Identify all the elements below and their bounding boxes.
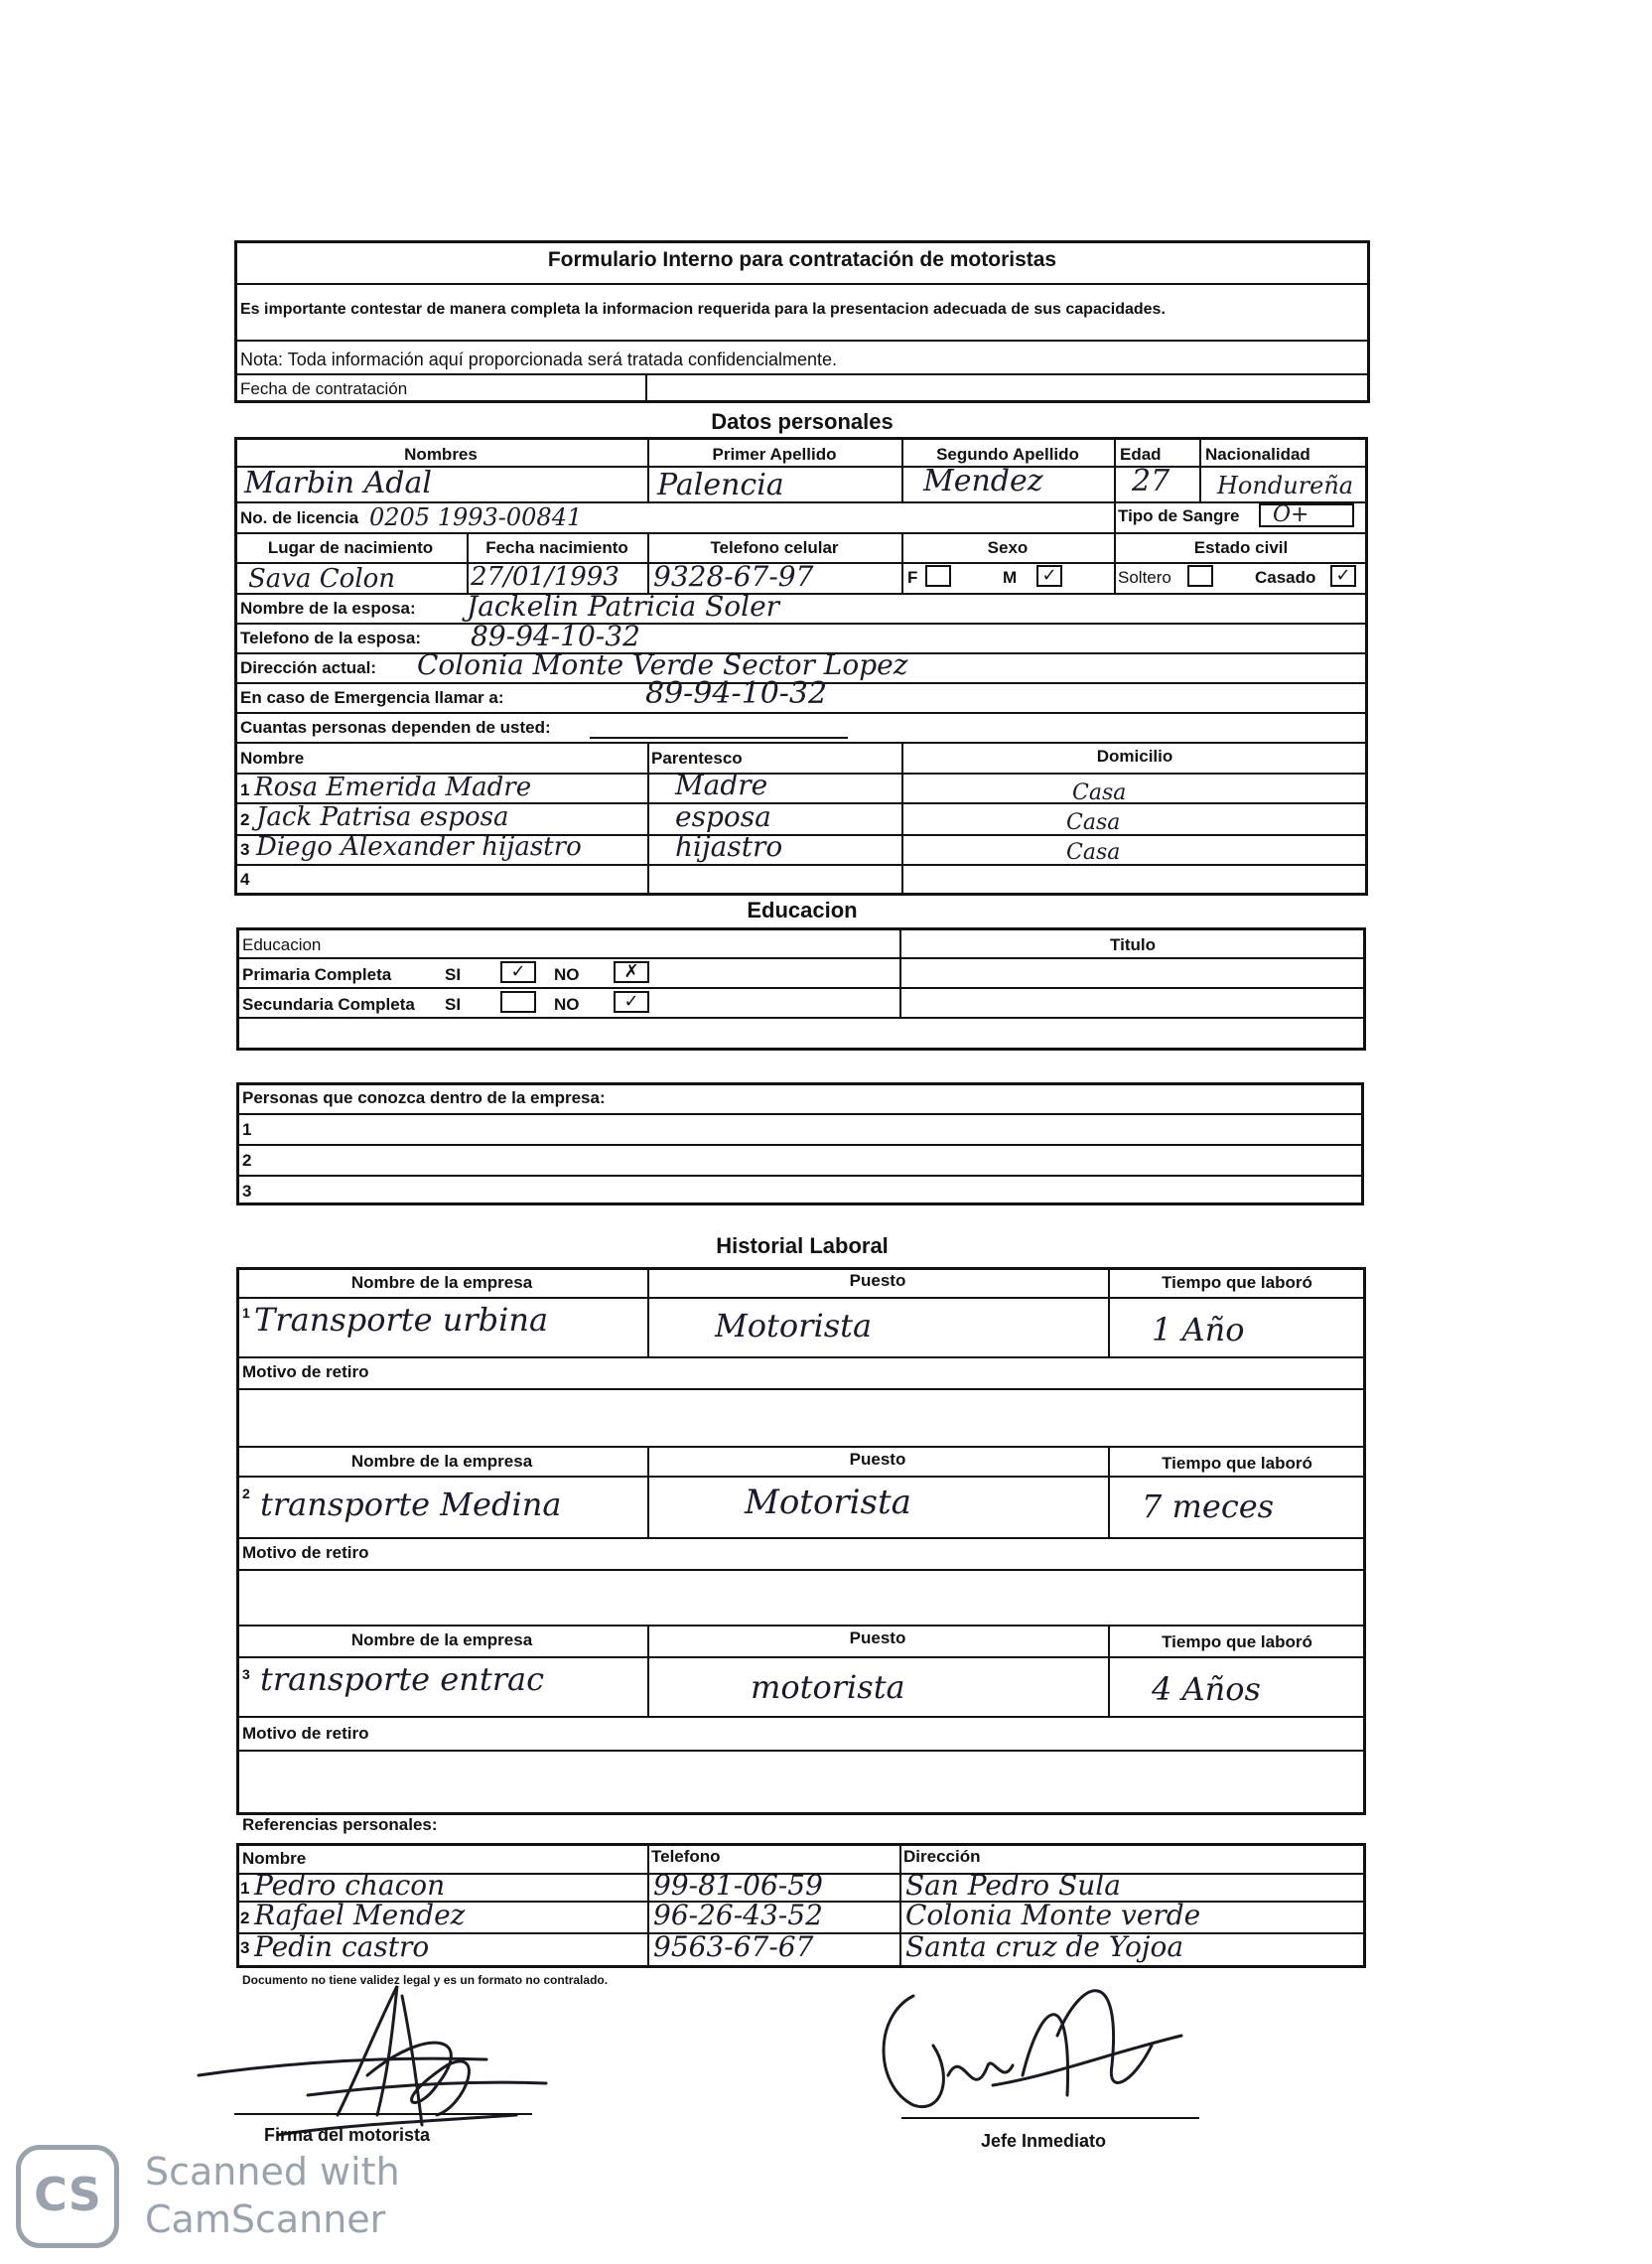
contact-row-num: 2: [242, 1151, 252, 1170]
education-titulo-header: Titulo: [1110, 935, 1156, 954]
work-tiempo: 4 Años: [1152, 1670, 1261, 1708]
ref-nombre: Rafael Mendez: [254, 1899, 466, 1931]
work-tiempo: 1 Año: [1152, 1311, 1245, 1348]
dependent-num: 4: [240, 870, 250, 889]
dependent-num: 3: [240, 840, 250, 859]
motorista-signature: [189, 1966, 635, 2145]
work-empresa-header: Nombre de la empresa: [350, 1273, 533, 1292]
label-sexo-m: M: [1003, 568, 1018, 587]
label-tipo-sangre: Tipo de Sangre: [1118, 506, 1240, 525]
casado-checkbox[interactable]: ✓: [1330, 565, 1356, 587]
ref-header-nombre: Nombre: [242, 1849, 307, 1868]
primaria-label: Primaria Completa: [242, 965, 392, 984]
value-tel-esposa: 89-94-10-32: [471, 620, 640, 652]
work-empresa-header: Nombre de la empresa: [350, 1452, 533, 1471]
primaria-si-label: SI: [445, 965, 462, 984]
work-tiempo-header: Tiempo que laboró: [1162, 1273, 1312, 1292]
label-direccion: Dirección actual:: [240, 658, 376, 677]
secundaria-si-checkbox[interactable]: [500, 991, 536, 1013]
sexo-f-checkbox[interactable]: [925, 565, 951, 587]
value-segundo-apellido: Mendez: [923, 464, 1043, 498]
dependent-num: 2: [240, 810, 250, 829]
work-tiempo-header: Tiempo que laboró: [1162, 1454, 1312, 1473]
value-lugar-nacimiento: Sava Colon: [248, 564, 396, 594]
label-nacionalidad: Nacionalidad: [1205, 445, 1310, 464]
label-emergencia: En caso de Emergencia llamar a:: [240, 688, 504, 707]
work-motivo-label: Motivo de retiro: [242, 1543, 369, 1562]
primaria-no-label: NO: [554, 965, 580, 984]
dependent-domicilio: Casa: [1072, 780, 1127, 805]
value-emergencia: 89-94-10-32: [645, 676, 828, 711]
disclaimer: Documento no tiene validez legal y es un formato no contralado.: [242, 1973, 609, 1987]
education-header: Educacion: [242, 935, 322, 954]
value-edad: 27: [1132, 464, 1170, 498]
work-section-title: Historial Laboral: [716, 1233, 889, 1258]
label-sexo: Sexo: [987, 538, 1029, 557]
work-num: 3: [242, 1666, 250, 1682]
secundaria-si-label: SI: [445, 995, 462, 1014]
education-section-title: Educacion: [747, 898, 858, 922]
value-tipo-sangre: O+: [1273, 502, 1309, 527]
label-casado: Casado: [1255, 568, 1316, 587]
dependent-nombre: Jack Patrisa esposa: [256, 802, 509, 832]
work-empresa: Transporte urbina: [254, 1301, 549, 1339]
ref-num: 2: [240, 1909, 250, 1927]
form-title: Formulario Interno para contratación de motoristas: [547, 248, 1057, 271]
personal-section-title: Datos personales: [711, 409, 894, 434]
value-primer-apellido: Palencia: [657, 468, 784, 502]
jefe-signature-label: Jefe Inmediato: [981, 2131, 1107, 2151]
label-dependientes: Cuantas personas dependen de usted:: [240, 718, 551, 737]
work-num: 2: [242, 1486, 250, 1501]
work-puesto: Motorista: [715, 1307, 873, 1344]
label-lugar-nacimiento: Lugar de nacimiento: [267, 538, 434, 557]
ref-telefono: 9563-67-67: [653, 1930, 814, 1963]
label-telefono: Telefono celular: [710, 538, 839, 557]
label-licencia: No. de licencia: [240, 508, 359, 527]
dependent-domicilio: Casa: [1066, 840, 1121, 865]
camscanner-line1: Scanned with: [145, 2150, 400, 2193]
work-puesto-header: Puesto: [849, 1628, 906, 1647]
value-fecha-nacimiento: 27/01/1993: [471, 562, 620, 592]
work-num: 1: [242, 1305, 250, 1321]
label-sexo-f: F: [907, 568, 918, 587]
camscanner-line2: CamScanner: [145, 2197, 386, 2241]
work-tiempo: 7 meces: [1142, 1487, 1275, 1525]
ref-telefono: 99-81-06-59: [653, 1869, 823, 1902]
dependent-domicilio: Casa: [1066, 810, 1121, 835]
motorista-signature-label: Firma del motorista: [264, 2125, 431, 2145]
label-segundo-apellido: Segundo Apellido: [936, 445, 1079, 464]
work-empresa: transporte entrac: [260, 1660, 544, 1698]
work-empresa: transporte Medina: [260, 1486, 562, 1523]
secundaria-no-label: NO: [554, 995, 580, 1014]
dependents-header-nombre: Nombre: [240, 749, 305, 768]
camscanner-logo-text: CS: [34, 2168, 101, 2221]
ref-direccion: San Pedro Sula: [905, 1869, 1121, 1902]
ref-num: 1: [240, 1879, 250, 1898]
label-nombres: Nombres: [404, 445, 478, 464]
value-direccion: Colonia Monte Verde Sector Lopez: [417, 648, 908, 681]
contacts-label: Personas que conozca dentro de la empresa:: [242, 1088, 606, 1107]
label-primer-apellido: Primer Apellido: [712, 445, 837, 464]
label-edad: Edad: [1120, 445, 1162, 464]
work-puesto: motorista: [751, 1668, 905, 1706]
motorista-signature-line: [234, 2113, 532, 2115]
label-soltero: Soltero: [1118, 568, 1171, 587]
value-licencia: 0205 1993-00841: [369, 503, 583, 531]
work-tiempo-header: Tiempo que laboró: [1162, 1632, 1312, 1651]
dependientes-underline: [590, 737, 848, 739]
dependent-num: 1: [240, 780, 250, 799]
work-puesto-header: Puesto: [849, 1450, 906, 1469]
contact-row-num: 1: [242, 1120, 252, 1139]
ref-header-telefono: Telefono: [651, 1847, 721, 1866]
soltero-checkbox[interactable]: [1187, 565, 1213, 587]
dependents-header-domicilio: Domicilio: [1096, 747, 1173, 766]
ref-direccion: Santa cruz de Yojoa: [905, 1930, 1184, 1963]
label-esposa: Nombre de la esposa:: [240, 599, 416, 618]
dependent-nombre: Rosa Emerida Madre: [254, 773, 532, 802]
ref-header-direccion: Dirección: [903, 1847, 981, 1866]
value-esposa: Jackelin Patricia Soler: [467, 590, 780, 623]
value-nacionalidad: Hondureña: [1217, 472, 1354, 499]
primaria-si-checkbox[interactable]: ✓: [500, 961, 536, 983]
dependent-parentesco: Madre: [675, 769, 768, 801]
primaria-no-checkbox[interactable]: ✗: [614, 961, 649, 983]
dependent-nombre: Diego Alexander hijastro: [256, 832, 582, 862]
value-telefono: 9328-67-97: [653, 560, 814, 593]
ref-num: 3: [240, 1938, 250, 1957]
jefe-signature-line: [901, 2117, 1199, 2119]
references-label: Referencias personales:: [242, 1815, 438, 1834]
ref-nombre: Pedin castro: [254, 1930, 430, 1963]
ref-telefono: 96-26-43-52: [653, 1899, 823, 1931]
work-empresa-header: Nombre de la empresa: [350, 1630, 533, 1649]
secundaria-no-checkbox[interactable]: ✓: [614, 991, 649, 1013]
work-puesto-header: Puesto: [849, 1271, 906, 1290]
dependent-parentesco: hijastro: [675, 830, 783, 863]
work-puesto: Motorista: [745, 1483, 911, 1522]
label-fecha-nacimiento: Fecha nacimiento: [485, 538, 628, 557]
dependent-parentesco: esposa: [675, 800, 771, 833]
hire-date-label: Fecha de contratación: [240, 379, 408, 398]
label-estado-civil: Estado civil: [1193, 538, 1289, 557]
contact-row-num: 3: [242, 1182, 252, 1201]
form-note: Nota: Toda información aquí proporcionada será tratada confidencialmente.: [240, 350, 838, 369]
secundaria-label: Secundaria Completa: [242, 995, 415, 1014]
sexo-m-checkbox[interactable]: ✓: [1036, 565, 1062, 587]
ref-direccion: Colonia Monte verde: [905, 1899, 1201, 1931]
value-nombres: Marbin Adal: [244, 466, 432, 500]
label-tel-esposa: Telefono de la esposa:: [240, 629, 422, 647]
work-motivo-label: Motivo de retiro: [242, 1724, 369, 1743]
form-intro: Es importante contestar de manera completa la informacion requerida para la presentacion adecuada de sus capacidades.: [240, 301, 1166, 318]
ref-nombre: Pedro chacon: [254, 1869, 446, 1902]
jefe-signature: [854, 1956, 1211, 2135]
work-motivo-label: Motivo de retiro: [242, 1362, 369, 1381]
dependents-header-parentesco: Parentesco: [651, 749, 743, 768]
